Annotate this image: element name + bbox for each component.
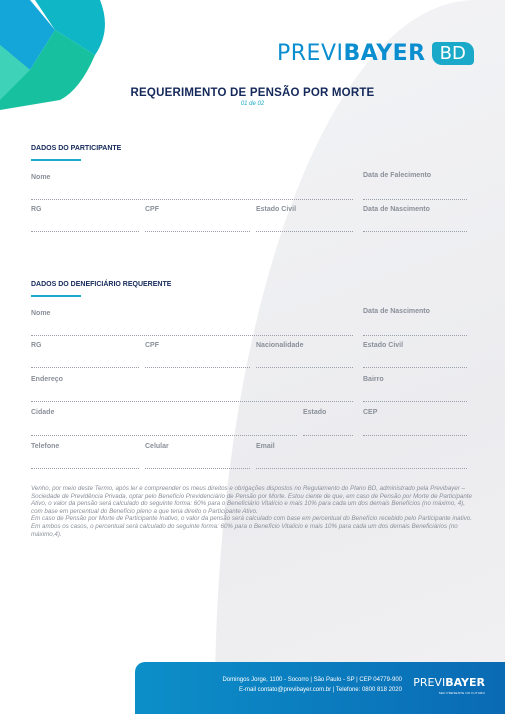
form-title: REQUERIMENTO DE PENSÃO POR MORTE bbox=[130, 87, 375, 99]
beneficiario-bairro-field[interactable]: Bairro bbox=[363, 376, 467, 403]
plan-badge: BD bbox=[432, 42, 474, 65]
beneficiario-nacionalidade-field[interactable]: Nacionalidade bbox=[256, 342, 353, 369]
participante-nome-field[interactable]: Nome bbox=[31, 174, 353, 201]
beneficiario-nome-field[interactable]: Nome bbox=[31, 310, 353, 337]
section-rule bbox=[31, 159, 81, 161]
footer-logo: PREVIBAYER bbox=[413, 676, 485, 689]
beneficiario-rg-field[interactable]: RG bbox=[31, 342, 139, 369]
beneficiario-estado-field[interactable]: Estado bbox=[303, 409, 353, 437]
footer-bar bbox=[135, 662, 505, 714]
terms-paragraph-1: Venho, por meio deste Termo, após ler e compreender os meus direitos e obrigações dispostos no Regulamento do Plano BD, administrado pela Previbayer – Sociedade de Previdência Privada, optar pelo Benefício Previdenciário de Pensão por Morte. Estou ciente de que, em caso de Pensão por Morte de Participante Ativo, o valor da pensão será calculado do seguinte forma: 60% para o Beneficiário Vitalício e mais 10% para cada um dos demais Benefícios (no máximo, 4), com base em percentual do Benefício pleno a que teria direito o Participante Ativo. bbox=[31, 485, 472, 515]
footer-address: Domingos Jorge, 1100 - Socorro | São Paulo - SP | CEP 04779-900 E-mail contato@previbayer.com.br | Telefone: 0800 818 2020 bbox=[222, 677, 402, 693]
participante-estado-civil-field[interactable]: Estado Civil bbox=[256, 206, 353, 233]
beneficiario-estado-civil-field[interactable]: Estado Civil bbox=[363, 342, 467, 369]
participante-data-falecimento-field[interactable]: Data de Falecimento bbox=[363, 172, 467, 201]
terms-paragraph-2: Em caso de Pensão por Morte de Participante Inativo, o valor da pensão será calculado com base em percentual do Benefício recebido pelo Participante inativo. Em ambos os casos, o percentual será calculado do seguinte forma: 60% para o Benefício Vitalício e mais 10% para cada um dos demais Beneficiários (no máximo,4). bbox=[31, 515, 472, 538]
page-indicator: 01 de 02 bbox=[240, 101, 265, 107]
previbayer-logo: PREVIBAYER BD bbox=[277, 40, 474, 66]
beneficiario-endereco-field[interactable]: Endereço bbox=[31, 376, 353, 403]
section-rule bbox=[31, 295, 81, 297]
footer-logo-tagline: SEU PRESENTE NO FUTURO bbox=[438, 691, 485, 695]
terms-text bbox=[31, 485, 474, 538]
participante-data-nascimento-field[interactable]: Data de Nascimento bbox=[363, 206, 467, 233]
section-title-beneficiario: DADOS DO DENEFICIÁRIO REQUERENTE bbox=[31, 281, 172, 288]
beneficiario-celular-field[interactable]: Celular bbox=[145, 443, 250, 470]
section-title-participante: DADOS DO PARTICIPANTE bbox=[31, 145, 122, 152]
participante-cpf-field[interactable]: CPF bbox=[145, 206, 250, 233]
beneficiario-cep-field[interactable]: CEP bbox=[363, 409, 467, 437]
beneficiario-cidade-field[interactable]: Cidade bbox=[31, 409, 297, 437]
participante-rg-field[interactable]: RG bbox=[31, 206, 139, 233]
beneficiario-data-nascimento-field[interactable]: Data de Nascimento bbox=[363, 308, 467, 337]
beneficiario-telefone-field[interactable]: Telefone bbox=[31, 443, 139, 470]
beneficiario-email-field[interactable]: Email bbox=[256, 443, 467, 470]
beneficiario-cpf-field[interactable]: CPF bbox=[145, 342, 250, 369]
